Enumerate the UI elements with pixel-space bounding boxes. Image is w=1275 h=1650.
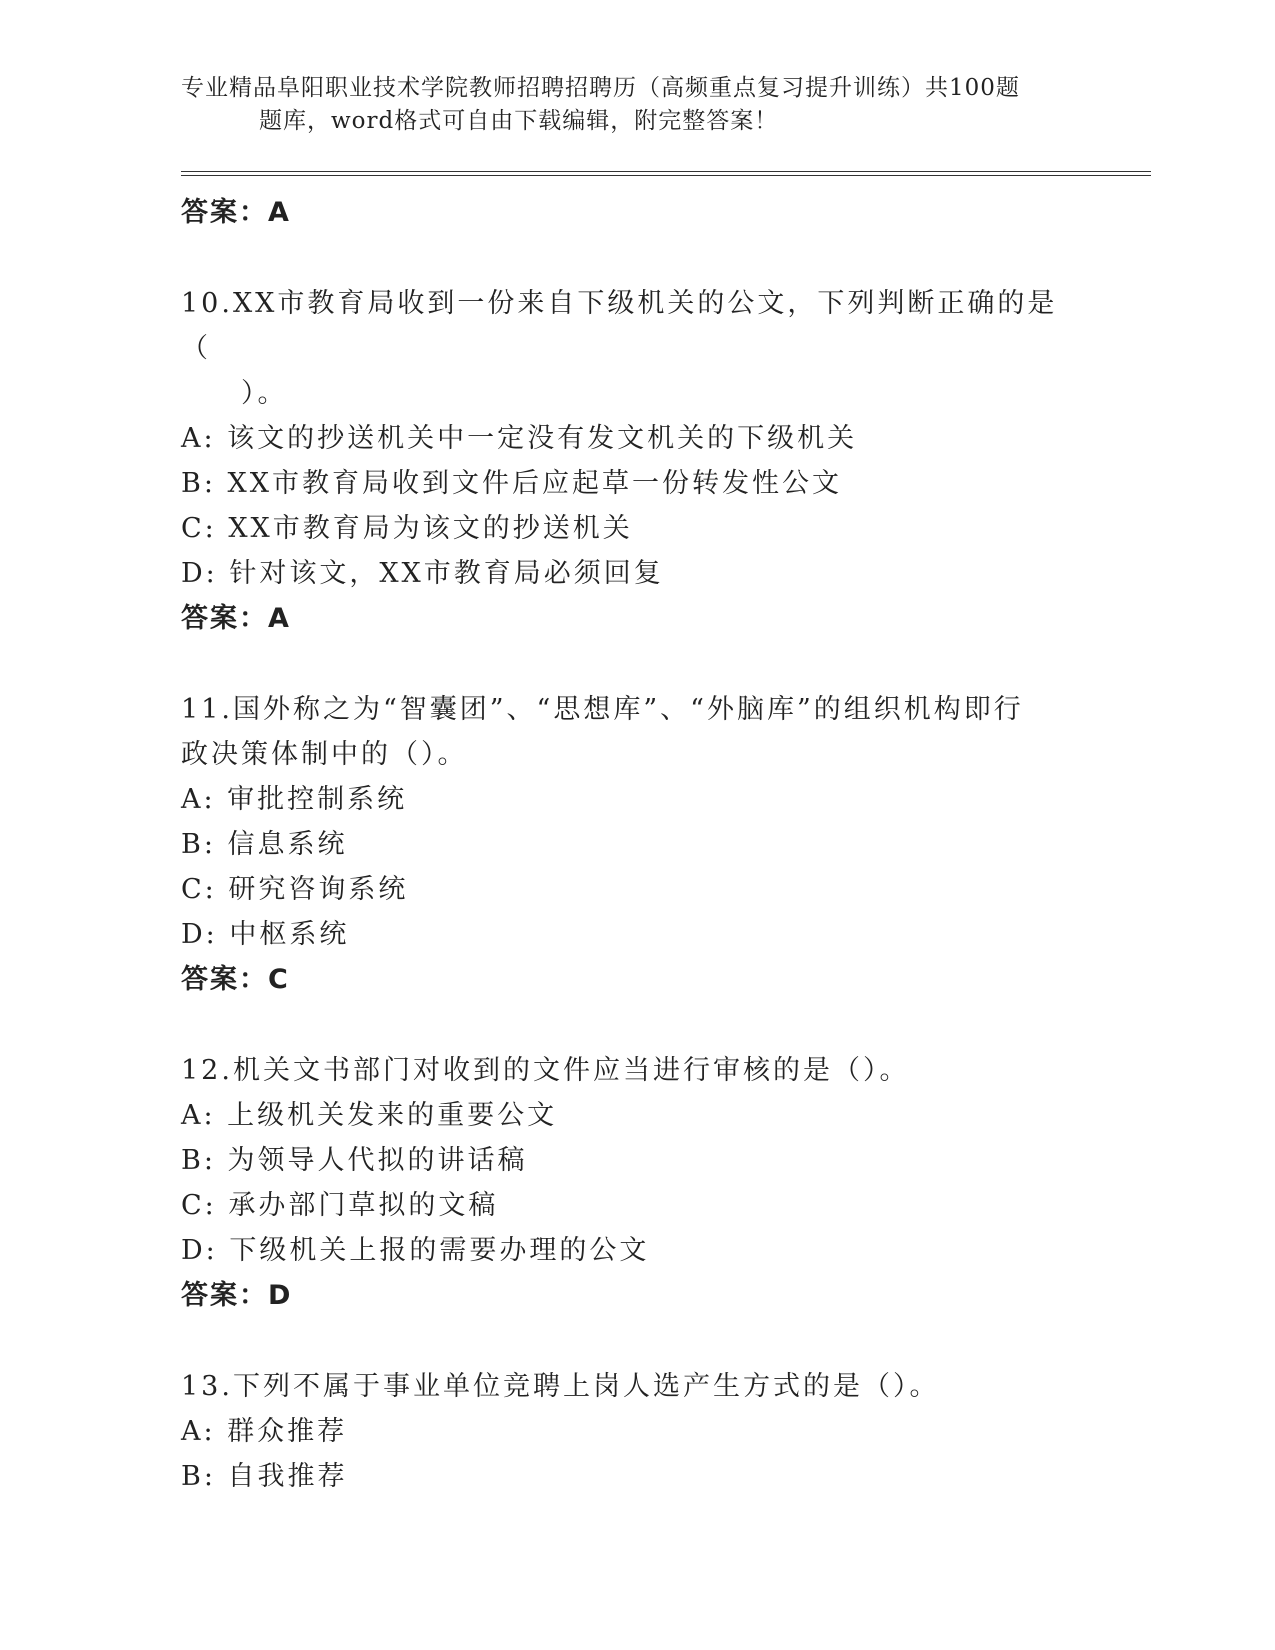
- header-title-line-1: 专业精品阜阳职业技术学院教师招聘招聘历（高频重点复习提升训练）共100题: [181, 75, 1020, 101]
- spacer: [181, 641, 1081, 687]
- page-header: [181, 72, 1061, 138]
- spacer: [181, 1002, 1081, 1048]
- question-block: [181, 1364, 1081, 1499]
- question-text-line-1: 10.XX市教育局收到一份来自下级机关的公文，下列判断正确的是（: [181, 288, 1058, 364]
- option-d: D: 下级机关上报的需要办理的公文: [181, 1235, 650, 1266]
- question-block: [181, 1048, 1081, 1318]
- option-d: D: 中枢系统: [181, 919, 350, 950]
- option-b: B: 自我推荐: [181, 1461, 348, 1492]
- option-b: B: XX市教育局收到文件后应起草一份转发性公文: [181, 468, 842, 499]
- document-body: [181, 190, 1081, 1499]
- option-c: C: 承办部门草拟的文稿: [181, 1190, 499, 1221]
- spacer: [181, 1318, 1081, 1364]
- option-b: B: 信息系统: [181, 829, 348, 860]
- header-divider-top: [181, 171, 1151, 172]
- header-title-line-2: 题库，word格式可自由下载编辑，附完整答案！: [259, 108, 779, 134]
- option-a: A: 上级机关发来的重要公文: [181, 1100, 558, 1131]
- question-text-line-2: ）。: [181, 378, 288, 409]
- question-text-line-1: 11.国外称之为“智囊团”、“思想库”、“外脑库”的组织机构即行: [181, 694, 1024, 725]
- question-text-line-1: 12.机关文书部门对收到的文件应当进行审核的是（）。: [181, 1055, 910, 1086]
- answer-line: 答案：A: [181, 603, 291, 634]
- answer-line: 答案：D: [181, 1280, 293, 1311]
- header-divider-bottom: [181, 175, 1151, 176]
- spacer: [181, 235, 1081, 281]
- option-b: B: 为领导人代拟的讲话稿: [181, 1145, 528, 1176]
- option-c: C: XX市教育局为该文的抄送机关: [181, 513, 633, 544]
- question-text-line-2: 政决策体制中的（）。: [181, 739, 468, 770]
- option-c: C: 研究咨询系统: [181, 874, 409, 905]
- option-d: D: 针对该文，XX市教育局必须回复: [181, 558, 664, 589]
- question-text-line-1: 13.下列不属于事业单位竞聘上岗人选产生方式的是（）。: [181, 1371, 940, 1402]
- option-a: A: 审批控制系统: [181, 784, 408, 815]
- answer-line: 答案：C: [181, 964, 290, 995]
- option-a: A: 群众推荐: [181, 1416, 348, 1447]
- question-block: [181, 281, 1081, 641]
- option-a: A: 该文的抄送机关中一定没有发文机关的下级机关: [181, 423, 858, 454]
- answer-line: 答案：A: [181, 197, 291, 228]
- question-block: [181, 687, 1081, 1002]
